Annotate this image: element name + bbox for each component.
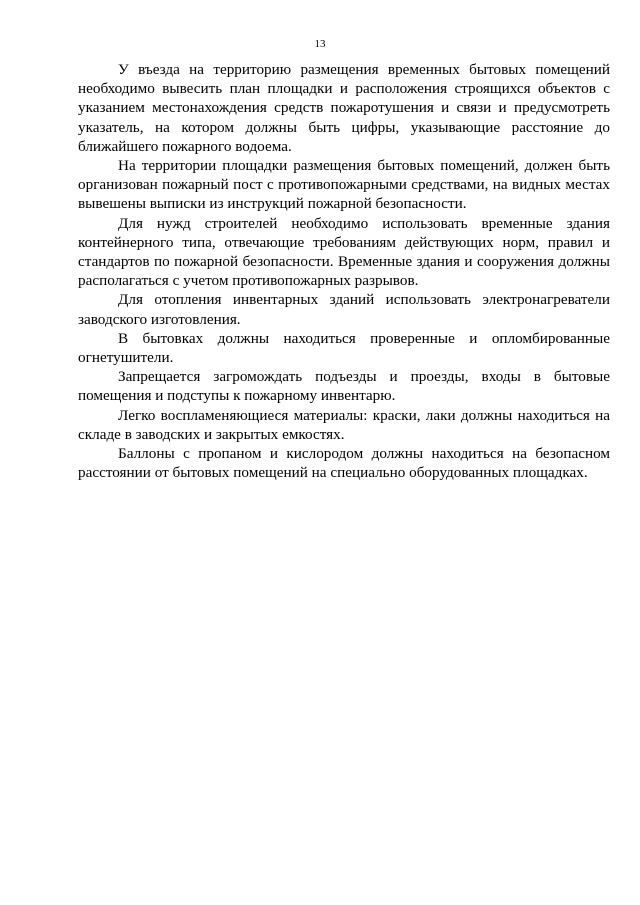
page-number: 13 — [314, 38, 326, 50]
paragraph-entrance-site-plan: У въезда на территорию размещения временных бытовых помещений необходимо вывесить план площадки и расположения строящихся объектов с указанием местонахождения средств пожаротушения и связи и предусмотреть указатель, на котором должны быть цифры, указывающие расстояние до ближайшего пожарного водоема. — [78, 61, 610, 155]
paragraph-gas-cylinders: Баллоны с пропаном и кислородом должны находиться на безопасном расстоянии от бытовых помещений на специально оборудованных площадках. — [78, 445, 610, 482]
paragraph-no-obstruction: Запрещается загромождать подъезды и проезды, входы в бытовые помещения и подступы к пожарному инвентарю. — [78, 368, 610, 405]
paragraph-heating: Для отопления инвентарных зданий использовать электронагреватели заводского изготовления. — [78, 291, 610, 328]
document-body — [78, 60, 610, 482]
paragraph-container-buildings: Для нужд строителей необходимо использовать временные здания контейнерного типа, отвечающие требованиям действующих норм, правил и стандартов по пожарной безопасности. Временные здания и сооружения должны располагаться с учетом противопожарных разрывов. — [78, 214, 610, 290]
paragraph-fire-post: На территории площадки размещения бытовых помещений, должен быть организован пожарный пост с противопожарными средствами, на видных местах вывешены выписки из инструкций пожарной безопасности. — [78, 157, 610, 213]
paragraph-fire-extinguishers: В бытовках должны находиться проверенные и опломбированные огнетушители. — [78, 329, 610, 367]
paragraph-flammable-materials: Легко воспламеняющиеся материалы: краски, лаки должны находиться на складе в заводских и закрытых емкостях. — [78, 406, 610, 443]
